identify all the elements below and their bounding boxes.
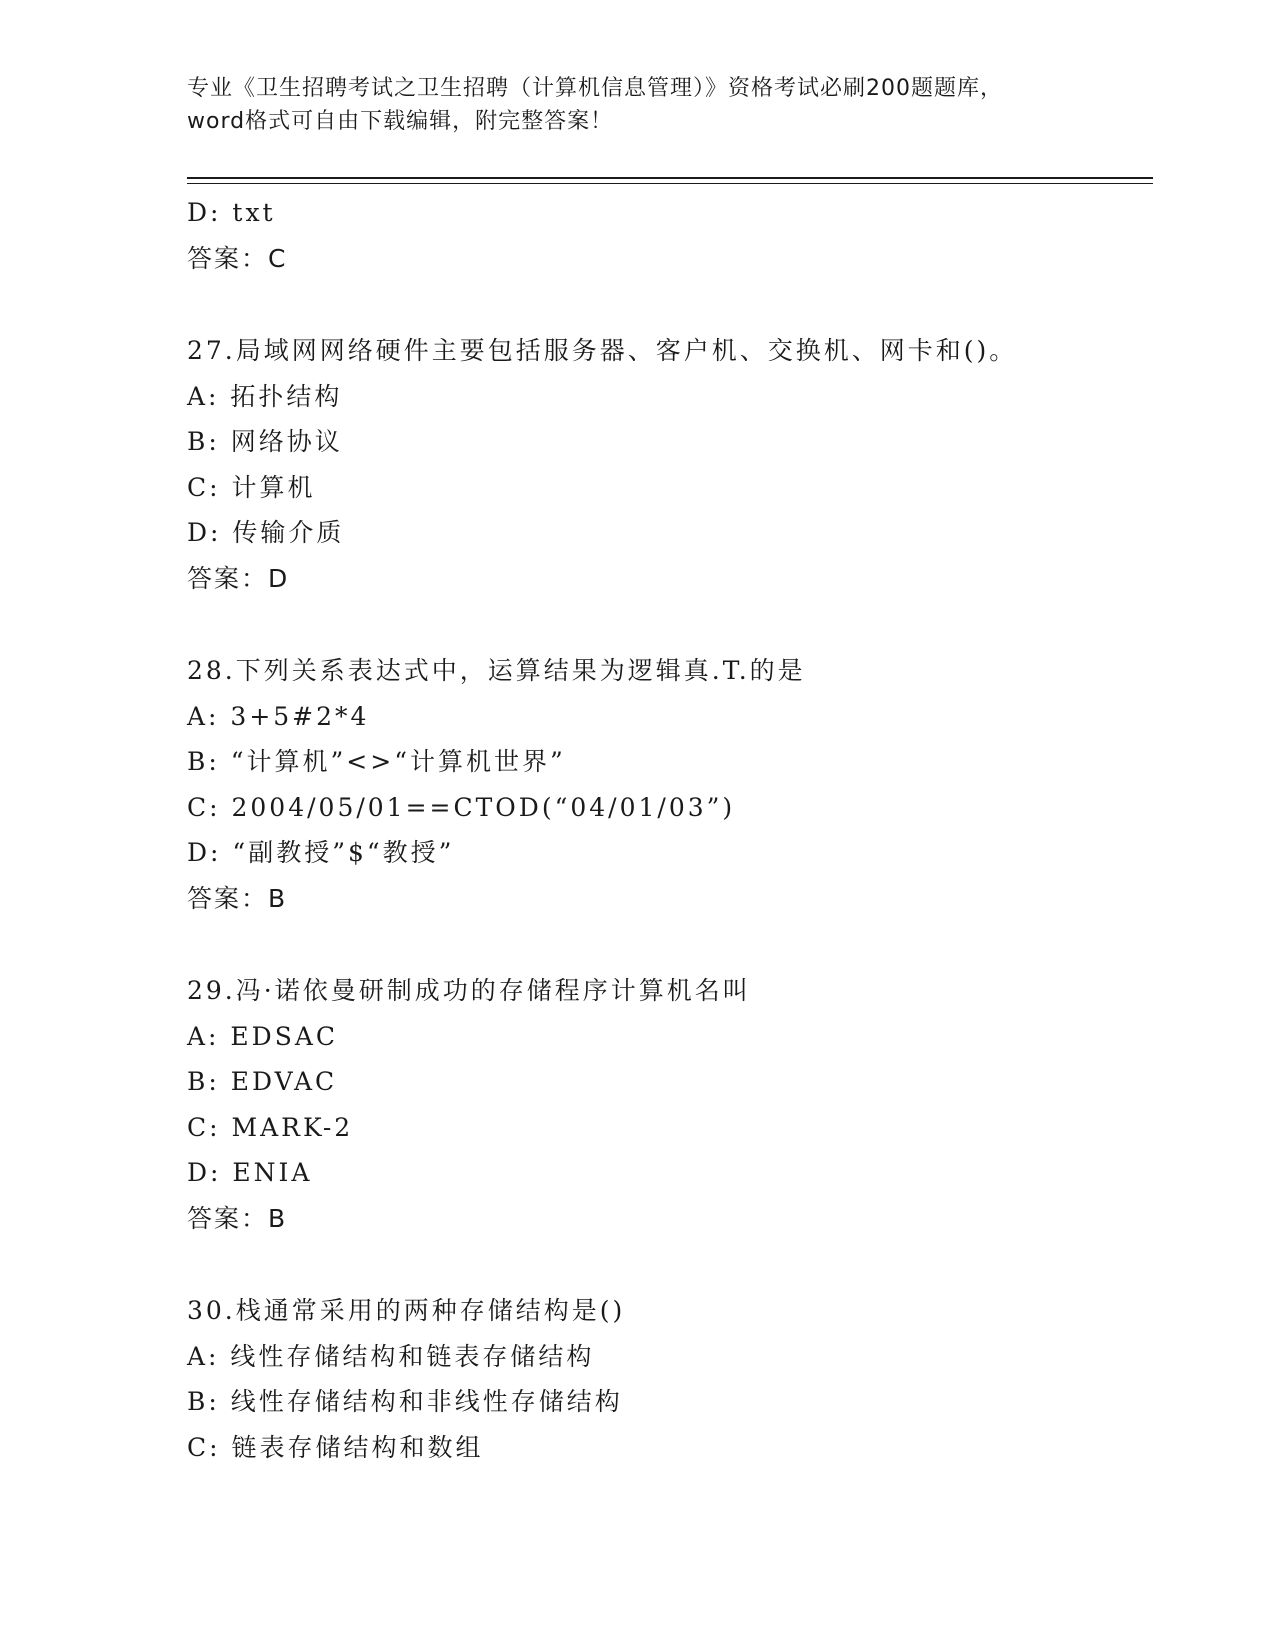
option-d: D: ENIA [187,1158,313,1187]
option-b: B: 线性存储结构和非线性存储结构 [187,1387,623,1416]
answer-line: 答案：B [187,883,288,913]
option-a: A: EDSAC [187,1021,339,1051]
question-list [187,190,1153,1470]
option-b: B: “计算机”<>“计算机世界” [187,747,566,776]
option-d: D: “副教授”$“教授” [187,838,455,867]
answer-line: 答案：D [187,563,290,593]
option-c: C: 2004/05/01==CTOD(“04/01/03”) [187,792,736,822]
answer-line: 答案：C [187,243,288,273]
option-a: A: 线性存储结构和链表存储结构 [187,1341,595,1371]
option-d: D: 传输介质 [187,518,345,547]
question-stem: 27.局域网网络硬件主要包括服务器、客户机、交换机、网卡和()。 [187,336,1018,365]
question-stem: 30.栈通常采用的两种存储结构是() [187,1296,626,1325]
option-b: B: 网络协议 [187,427,343,456]
answer-line: 答案：B [187,1203,288,1233]
option-a: A: 3+5#2*4 [187,701,370,731]
option-b: B: EDVAC [187,1067,338,1096]
question-stem: 28.下列关系表达式中，运算结果为逻辑真.T.的是 [187,656,806,685]
option-d: D: txt [187,198,276,227]
header-divider-thick [187,177,1153,179]
header-title-line-1: 专业《卫生招聘考试之卫生招聘（计算机信息管理）》资格考试必刷200题题库， [187,76,1003,101]
header-divider-thin [187,183,1153,184]
question-stem: 29.冯·诺依曼研制成功的存储程序计算机名叫 [187,976,751,1005]
option-c: C: MARK-2 [187,1112,354,1142]
option-a: A: 拓扑结构 [187,381,343,411]
header-title-line-2: word格式可自由下载编辑，附完整答案！ [187,109,614,134]
option-c: C: 计算机 [187,472,316,502]
document-header [187,72,1087,138]
option-c: C: 链表存储结构和数组 [187,1432,484,1462]
